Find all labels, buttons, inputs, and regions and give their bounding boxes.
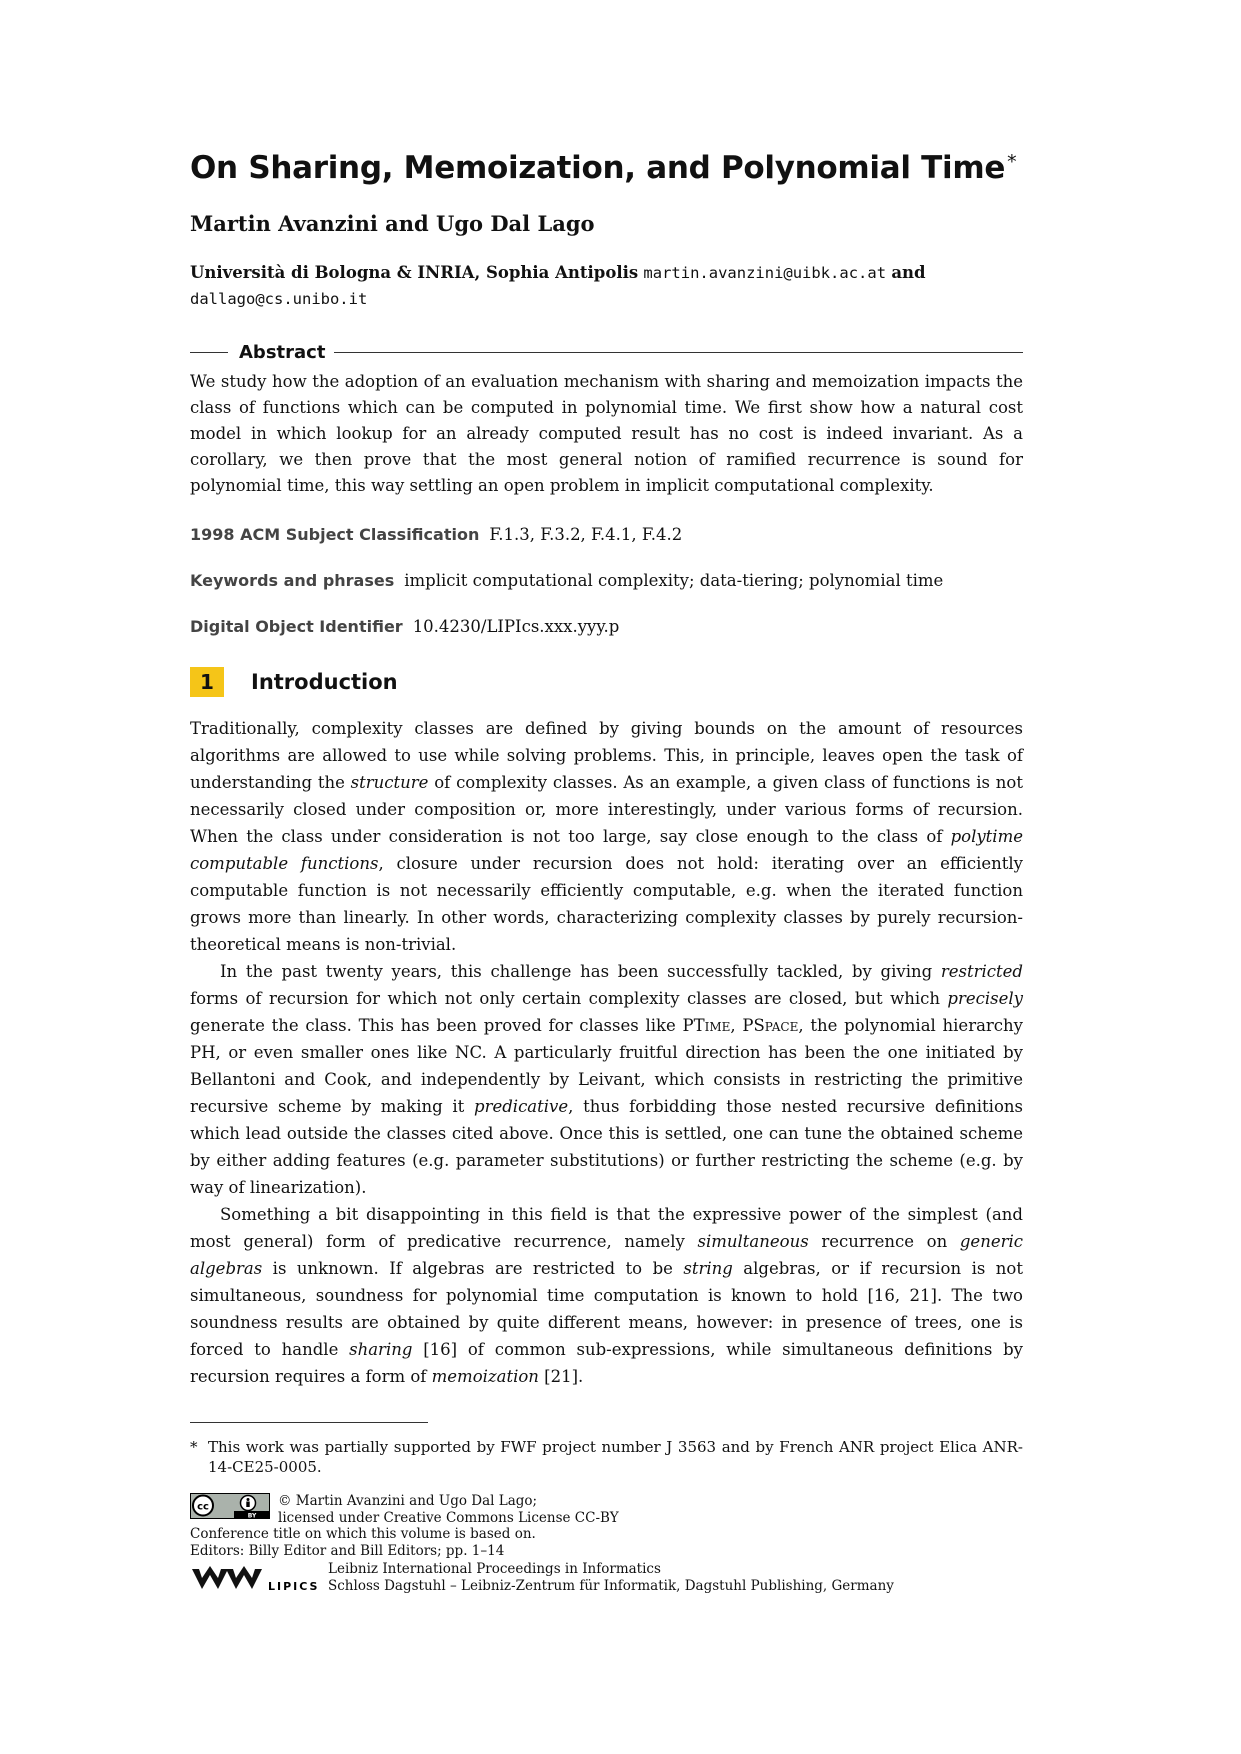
doi-value[interactable]: 10.4230/LIPIcs.xxx.yyy.p	[412, 617, 620, 637]
p1-emph-structure: structure	[350, 773, 429, 793]
p2-text-f: , thus forbidding those nested recursive definitions which lead outside the classes cited above. Once this is settled, one can tune the obtained scheme by either adding features (e.g. parameter substitutions) or further restricting the scheme (e.g. by way of linearization).	[190, 1097, 1023, 1198]
p3-text-f: [21].	[538, 1367, 584, 1387]
acm-value: F.1.3, F.3.2, F.4.1, F.4.2	[489, 525, 683, 545]
p2-emph-restricted: restricted	[940, 962, 1023, 982]
p2-text-d: ,	[730, 1016, 743, 1036]
p2-text-e: , the polynomial hierarchy PH, or even smaller ones like NC. A particularly fruitful direction has been the one initiated by Bellantoni and Cook, and independently by Leivant, which consists in restricting the primitive recursive scheme by making it	[190, 1016, 1024, 1117]
svg-text:BY: BY	[247, 1512, 257, 1520]
lipics-series: Leibniz International Proceedings in Informatics	[328, 1561, 661, 1578]
p3-emph-simultaneous: simultaneous	[697, 1232, 809, 1252]
p2-emph-precisely: precisely	[947, 989, 1023, 1009]
p1-text-a: Traditionally, complexity classes are defined by giving bounds on the amount of resources algorithms are allowed to use while solving problems. This, in principle, leaves open the task of understanding the	[190, 719, 1023, 793]
doi-label: Digital Object Identifier	[190, 617, 403, 637]
paragraph-2	[190, 958, 1023, 1201]
section-number: 1	[190, 667, 224, 697]
section-title: Introduction	[251, 670, 398, 695]
abstract-rule-left	[190, 352, 228, 353]
keywords-value: implicit computational complexity; data-tiering; polynomial time	[404, 571, 944, 591]
abstract-heading	[190, 342, 1023, 363]
affiliation	[190, 260, 1023, 312]
license-copyright: © Martin Avanzini and Ugo Dal Lago;	[278, 1493, 538, 1510]
affiliation-and: and	[891, 263, 926, 283]
p3-emph-string: string	[683, 1259, 733, 1279]
acm-classification	[190, 525, 1023, 545]
abstract-rule-right	[334, 352, 1023, 353]
p3-text-e: [16] of common sub-expressions, while simultaneous definitions by recursion requires a form of	[190, 1340, 1023, 1387]
title-text: On Sharing, Memoization, and Polynomial Time	[190, 150, 1006, 186]
section-body	[190, 715, 1023, 1390]
svg-text:cc: cc	[197, 1501, 209, 1513]
section-heading	[190, 667, 1023, 697]
lipics-row	[190, 1561, 1023, 1594]
footnote-mark: *	[190, 1438, 198, 1457]
keywords	[190, 571, 1023, 591]
authors: Martin Avanzini and Ugo Dal Lago	[190, 211, 595, 237]
p3-text-c: is unknown. If algebras are restricted to be	[262, 1259, 684, 1279]
license-conference: Conference title on which this volume is based on.	[190, 1526, 536, 1543]
footnote-rule	[190, 1422, 428, 1423]
p3-text-d: algebras, or if recursion is not simultaneous, soundness for polynomial time computation is known to hold [16, 21]. The two soundness results are obtained by quite different means, however: in presence of trees, one is forced to handle	[190, 1259, 1023, 1360]
paper-page	[190, 150, 1023, 1594]
p3-emph-sharing: sharing	[349, 1340, 413, 1360]
p3-emph-memoization: memoization	[431, 1367, 539, 1387]
paragraph-1	[190, 715, 1023, 958]
p1-text-c: , closure under recursion does not hold: iterating over an efficiently computable function is not necessarily efficiently computable, e.g. when the iterated function grows more than linearly. In other words, characterizing complexity classes by purely recursion-theoretical means is non-trivial.	[190, 854, 1023, 955]
keywords-label: Keywords and phrases	[190, 571, 395, 591]
paper-title	[190, 150, 1023, 187]
p2-text-c: generate the class. This has been proved for classes like	[190, 1016, 683, 1036]
p3-emph-generic-algebras: generic algebras	[190, 1232, 1023, 1279]
author-email-1[interactable]: martin.avanzini@uibk.ac.at	[643, 264, 887, 283]
author-email-2[interactable]: dallago@cs.unibo.it	[190, 290, 368, 309]
license-editors: Editors: Billy Editor and Bill Editors; pp. 1–14	[190, 1542, 505, 1559]
cc-by-icon	[190, 1493, 270, 1519]
title-footnote-mark: *	[1007, 151, 1017, 173]
p3-text-a: Something a bit disappointing in this field is that the expressive power of the simplest (and most general) form of predicative recurrence, namely	[190, 1205, 1023, 1252]
license-row	[190, 1493, 1023, 1526]
affiliation-org: Università di Bologna & INRIA, Sophia Antipolis	[190, 263, 639, 283]
paragraph-3	[190, 1201, 1023, 1390]
footnote	[190, 1437, 1023, 1477]
license-text	[278, 1493, 619, 1526]
p2-emph-predicative: predicative	[474, 1097, 569, 1117]
abstract-text: We study how the adoption of an evaluation mechanism with sharing and memoization impacts the class of functions which can be computed in polynomial time. We first show how a natural cost model in which lookup for an already computed result has no cost is indeed invariant. As a corollary, we then prove that the most general notion of ramified recurrence is sound for polynomial time, this way settling an open problem in implicit computational complexity.	[190, 372, 1023, 496]
lipics-text	[328, 1561, 894, 1594]
lipics-publisher: Schloss Dagstuhl – Leibniz-Zentrum für Informatik, Dagstuhl Publishing, Germany	[328, 1577, 894, 1594]
p3-text-b: recurrence on	[808, 1232, 960, 1252]
p2-text-a: In the past twenty years, this challenge has been successfully tackled, by giving	[220, 962, 941, 982]
p2-text-b: forms of recursion for which not only certain complexity classes are closed, but which	[190, 989, 948, 1009]
abstract-label: Abstract	[239, 342, 326, 364]
license-licensed: licensed under Creative Commons License CC-BY	[278, 1509, 619, 1526]
p1-text-b: of complexity classes. As an example, a given class of functions is not necessarily closed under composition or, more interestingly, under various forms of recursion. When the class under consideration is not too large, say close enough to the class of	[190, 773, 1023, 847]
p2-ptime: PTime	[682, 1016, 731, 1036]
lipics-word: LIPICS	[268, 1579, 320, 1593]
lipics-logo-icon	[190, 1563, 322, 1593]
p2-pspace: PSpace	[742, 1016, 799, 1036]
footnote-text: This work was partially supported by FWF project number J 3563 and by French ANR project Elica ANR-14-CE25-0005.	[208, 1438, 1023, 1477]
p1-emph-polytime: polytime computable functions	[190, 827, 1023, 874]
acm-label: 1998 ACM Subject Classification	[190, 525, 480, 545]
doi	[190, 617, 1023, 637]
license-block	[190, 1493, 1023, 1594]
